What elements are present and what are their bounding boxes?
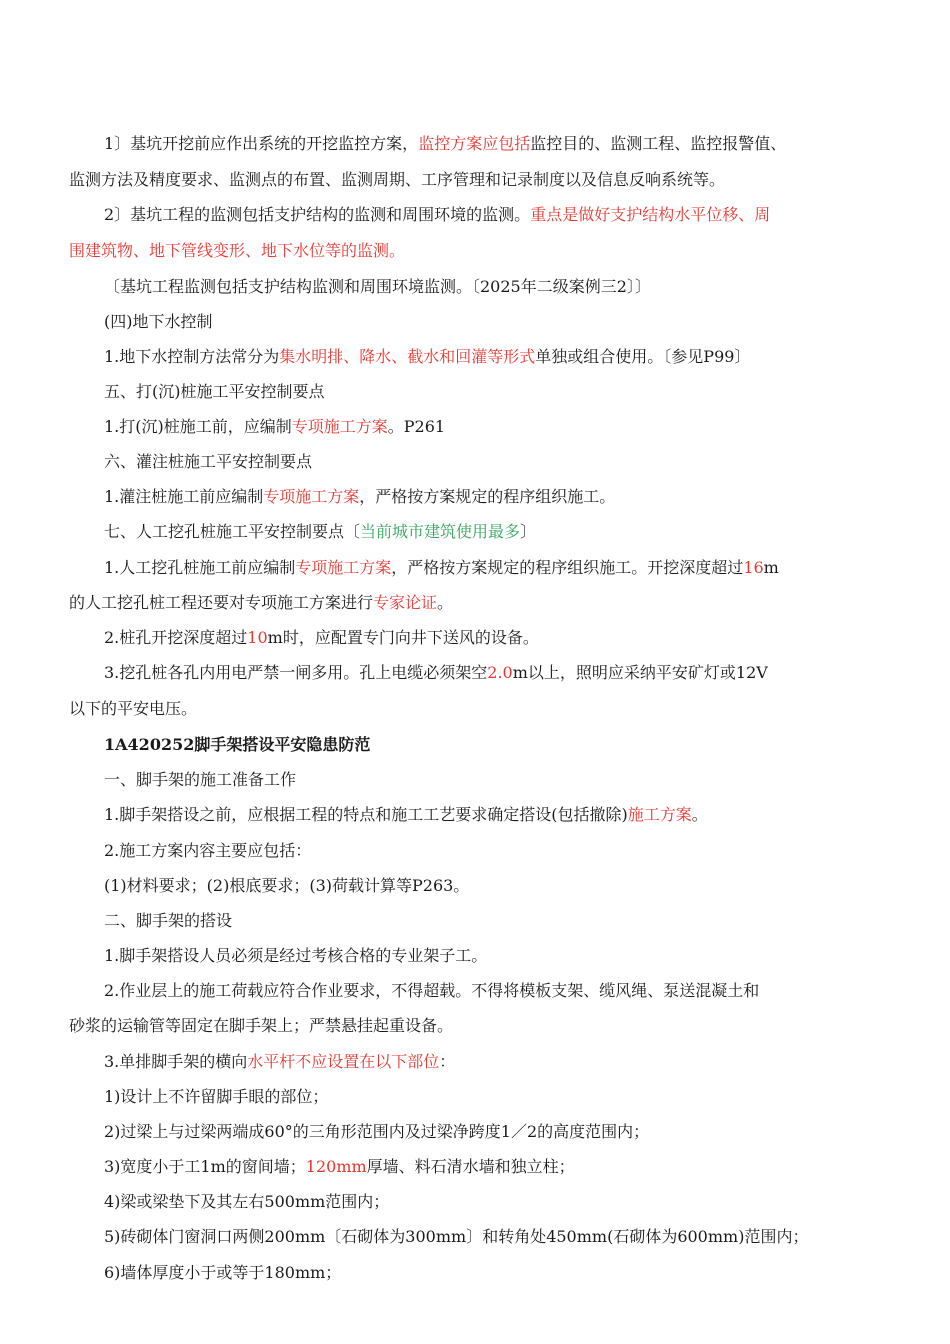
highlight-text: 专项施工方案 [263, 487, 360, 506]
text-span: 1)设计上不许留脚手眼的部位； [104, 1087, 329, 1106]
text-line [104, 627, 539, 649]
text-line [69, 240, 405, 262]
text-line [104, 486, 615, 508]
text-span: 1.脚手架搭设之前，应根据工程的特点和施工工艺要求确定搭设(包括撤除) [104, 805, 628, 824]
text-span: 3.单排脚手架的横向 [104, 1052, 248, 1071]
text-line [104, 133, 786, 155]
text-span: 2.桩孔开挖深度超过 [104, 628, 248, 647]
text-span: (1)材料要求；(2)根底要求；(3)荷载计算等P263。 [104, 876, 470, 895]
text-span: ，严格按方案规定的程序组织施工。开挖深度超过 [391, 558, 744, 577]
text-span: 〔基坑工程监测包括支护结构监测和周围环境监测。〔2025年二级案例三2〕〕 [104, 277, 651, 296]
text-line [69, 592, 453, 614]
highlight-text: 专项施工方案 [291, 417, 388, 436]
highlight-text: 围建筑物、地下管线变形、地下水位等的监测。 [69, 241, 406, 260]
text-span: 厚墙、料石清水墙和独立柱； [366, 1157, 575, 1176]
highlight-text: 10 [247, 628, 268, 647]
text-span: 监测方法及精度要求、监测点的布置、监测周期、工序管理和记录制度以及信息反响系统等。 [69, 170, 726, 189]
text-line [104, 1121, 649, 1143]
note-text: 当前城市建筑使用最多 [360, 522, 521, 541]
text-span: 1.人工挖孔桩施工前应编制 [104, 558, 296, 577]
text-line [104, 557, 779, 579]
text-line [104, 1051, 455, 1073]
text-line [104, 1191, 389, 1213]
text-line [104, 804, 708, 826]
highlight-text: 120mm [305, 1157, 367, 1176]
text-span: (四)地下水控制 [104, 312, 213, 331]
text-span: 。P261 [387, 417, 446, 436]
text-span: 3)宽度小于工1m的窗间墙； [104, 1157, 306, 1176]
text-span: 〕 [520, 522, 537, 541]
text-line [104, 346, 750, 368]
text-line [104, 204, 770, 226]
text-span: 六、灌注桩施工平安控制要点 [104, 452, 313, 471]
section-heading: 1A420252脚手架搭设平安隐患防范 [104, 735, 371, 754]
text-span: 1.打(沉)桩施工前，应编制 [104, 417, 292, 436]
text-span: m [763, 558, 779, 577]
highlight-text: 监控方案应包括 [418, 134, 531, 153]
text-span: 5)砖砌体门窗洞口两侧200mm〔石砌体为300mm〕和转角处450mm(石砌体为600mm)范围内； [104, 1227, 809, 1246]
text-line [104, 910, 232, 932]
text-span: 七、人工挖孔桩施工平安控制要点〔 [104, 522, 361, 541]
highlight-text: 专项施工方案 [295, 558, 392, 577]
text-span: 2.作业层上的施工荷载应符合作业要求，不得超载。不得将模板支架、缆风绳、泵送混凝土和 [104, 981, 760, 1000]
text-span: 6)墙体厚度小于或等于180mm； [104, 1263, 342, 1282]
text-line [104, 840, 311, 862]
text-line [104, 276, 651, 298]
text-span: 的人工挖孔桩工程还要对专项施工方案进行 [69, 593, 374, 612]
text-line [69, 698, 197, 720]
text-span: 五、打(沉)桩施工平安控制要点 [104, 382, 325, 401]
text-span: 3.挖孔桩各孔内用电严禁一闸多用。孔上电缆必须架空 [104, 663, 488, 682]
text-line [69, 169, 725, 191]
text-span: 。 [691, 805, 708, 824]
highlight-text: 专家论证 [373, 593, 438, 612]
text-span: 以下的平安电压。 [69, 699, 198, 718]
text-span: ，严格按方案规定的程序组织施工。 [359, 487, 616, 506]
text-line [104, 1156, 575, 1178]
text-span: 2.施工方案内容主要应包括： [104, 841, 312, 860]
text-span: ： [439, 1052, 456, 1071]
text-line [104, 1262, 341, 1284]
text-span: 。 [437, 593, 454, 612]
highlight-text: 集水明排、降水、截水和回灌等形式 [279, 347, 536, 366]
text-line [104, 945, 487, 967]
highlight-text: 施工方案 [627, 805, 692, 824]
text-span: 砂浆的运输管等固定在脚手架上；严禁悬挂起重设备。 [69, 1016, 454, 1035]
text-span: 4)梁或梁垫下及其左右500mm范围内； [104, 1192, 390, 1211]
highlight-text: 16 [743, 558, 764, 577]
text-span: 一、脚手架的施工准备工作 [104, 770, 297, 789]
text-span: 2)过梁上与过梁两端成60°的三角形范围内及过梁净跨度1／2的高度范围内； [104, 1122, 650, 1141]
text-span: 二、脚手架的搭设 [104, 911, 233, 930]
text-span: m时，应配置专门向井下送风的设备。 [267, 628, 539, 647]
text-span: 单独或组合使用。〔参见P99〕 [535, 347, 751, 366]
highlight-text: 水平杆不应设置在以下部位 [247, 1052, 440, 1071]
text-line [104, 662, 768, 684]
text-line [104, 311, 213, 333]
text-span: 1.地下水控制方法常分为 [104, 347, 280, 366]
text-line [104, 734, 370, 756]
text-line [104, 521, 536, 543]
text-span: 1.脚手架搭设人员必须是经过考核合格的专业架子工。 [104, 946, 488, 965]
text-line [104, 769, 296, 791]
text-span: 1.灌注桩施工前应编制 [104, 487, 264, 506]
text-line [104, 875, 469, 897]
text-line [104, 1226, 808, 1248]
text-line [69, 1015, 453, 1037]
text-line [104, 381, 325, 403]
text-line [104, 451, 312, 473]
text-span: 2〕基坑工程的监测包括支护结构的监测和周围环境的监测。 [104, 205, 531, 224]
text-line [104, 416, 445, 438]
highlight-text: 2.0 [487, 663, 513, 682]
text-line [104, 980, 759, 1002]
text-line [104, 1086, 328, 1108]
highlight-text: 重点是做好支护结构水平位移、周 [530, 205, 771, 224]
text-span: m以上，照明应采纳平安矿灯或12V [512, 663, 768, 682]
text-span: 监控目的、监测工程、监控报警值、 [530, 134, 787, 153]
text-span: 1〕基坑开挖前应作出系统的开挖监控方案， [104, 134, 419, 153]
